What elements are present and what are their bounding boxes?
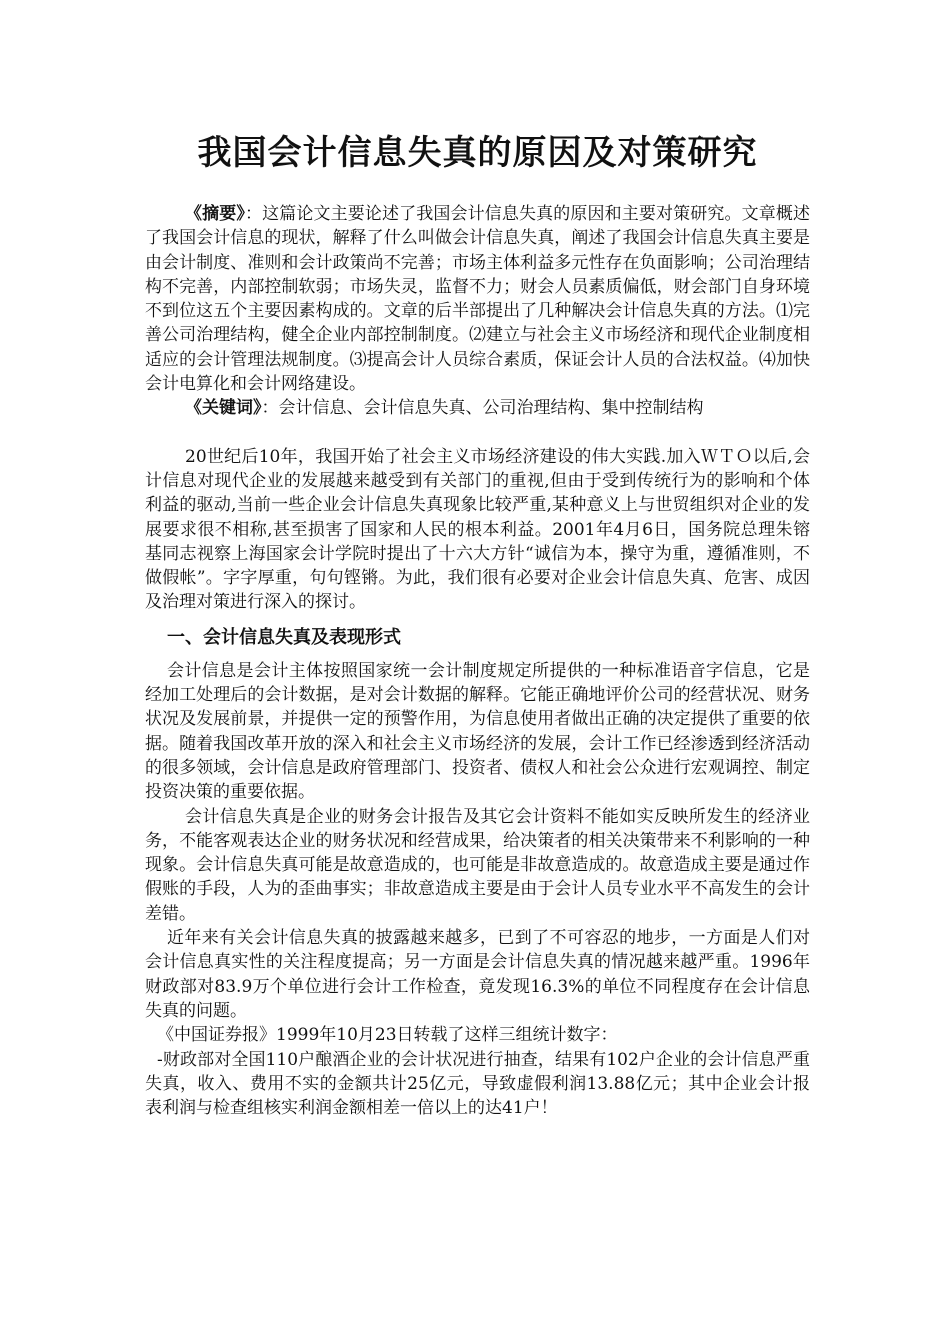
keywords-separator: ： [261, 398, 279, 419]
section-paragraph-5: -财政部对全国110户酿酒企业的会计状况进行抽查，结果有102户企业的会计信息严重失真，收入、费用不实的金额共计25亿元，导致虚假利润13.88亿元；其中企业会计报表利润与检查组核实利润金额相差一倍以上的达41户！ [145, 1049, 810, 1119]
keywords-paragraph [145, 396, 810, 420]
document-title: 我国会计信息失真的原因及对策研究 [197, 133, 758, 173]
abstract-text: 这篇论文主要论述了我国会计信息失真的原因和主要对策研究。文章概述了我国会计信息的现状，解释了什么叫做会计信息失真，阐述了我国会计信息失真主要是由会计制度、准则和会计政策尚不完善；市场主体利益多元性存在负面影响；公司治理结构不完善，内部控制软弱；市场失灵，监督不力；财会人员素质偏低，财会部门自身环境不到位这五个主要因素构成的。文章的后半部提出了几种解决会计信息失真的方法。⑴完善公司治理结构，健全企业内部控制制度。⑵建立与社会主义市场经济和现代企业制度相适应的会计管理法规制度。⑶提高会计人员综合素质，保证会计人员的合法权益。⑷加快会计电算化和会计网络建设。 [145, 204, 810, 395]
abstract-paragraph [145, 202, 810, 396]
document-page [145, 130, 810, 1120]
spacer [145, 421, 810, 445]
abstract-separator: ： [245, 204, 263, 224]
section-paragraph-4: 《中国证券报》1999年10月23日转载了这样三组统计数字： [157, 1025, 618, 1046]
abstract-label: 《摘要》 [185, 204, 245, 224]
section-heading: 一、会计信息失真及表现形式 [167, 626, 401, 648]
section-paragraph-1: 会计信息是会计主体按照国家统一会计制度规定所提供的一种标准语音字信息，它是经加工处理后的会计数据，是对会计数据的解释。它能正确地评价公司的经营状况、财务状况及发展前景，并提供一定的预警作用，为信息使用者做出正确的决定提供了重要的依据。随着我国改革开放的深入和社会主义市场经济的发展，会计工作已经渗透到经济活动的很多领域，会计信息是政府管理部门、投资者、债权人和社会公众进行宏观调控、制定投资决策的重要依据。 [145, 660, 810, 803]
keywords-label: 《关键词》 [185, 398, 262, 419]
intro-paragraph: 20世纪后10年，我国开始了社会主义市场经济建设的伟大实践.加入ＷＴＯ以后,会计信息对现代企业的发展越来越受到有关部门的重视,但由于受到传统行为的影响和个体利益的驱动,当前一些企业会计信息失真现象比较严重,某种意义上与世贸组织对企业的发展要求很不相称,甚至损害了国家和人民的根本利益。2001年4月6日，国务院总理朱镕基同志视察上海国家会计学院时提出了十六大方针“诚信为本，操守为重，遵循准则，不做假帐”。字字厚重，句句铿锵。为此，我们很有必要对企业会计信息失真、危害、成因及治理对策进行深入的探讨。 [145, 446, 810, 613]
section-paragraph-2: 会计信息失真是企业的财务会计报告及其它会计资料不能如实反映所发生的经济业务，不能客观表达企业的财务状况和经营成果，给决策者的相关决策带来不利影响的一种现象。会计信息失真可能是故意造成的，也可能是非故意造成的。故意造成主要是通过作假账的手段，人为的歪曲事实；非故意造成主要是由于会计人员专业水平不高发生的会计差错。 [145, 806, 810, 924]
keywords-text: 会计信息、会计信息失真、公司治理结构、集中控制结构 [278, 398, 704, 419]
section-paragraph-3: 近年来有关会计信息失真的披露越来越多，已到了不可容忍的地步，一方面是人们对会计信息真实性的关注程度提高；另一方面是会计信息失真的情况越来越严重。1996年财政部对83.9万个单位进行会计工作检查，竟发现16.3%的单位不同程度存在会计信息失真的问题。 [145, 928, 810, 1021]
